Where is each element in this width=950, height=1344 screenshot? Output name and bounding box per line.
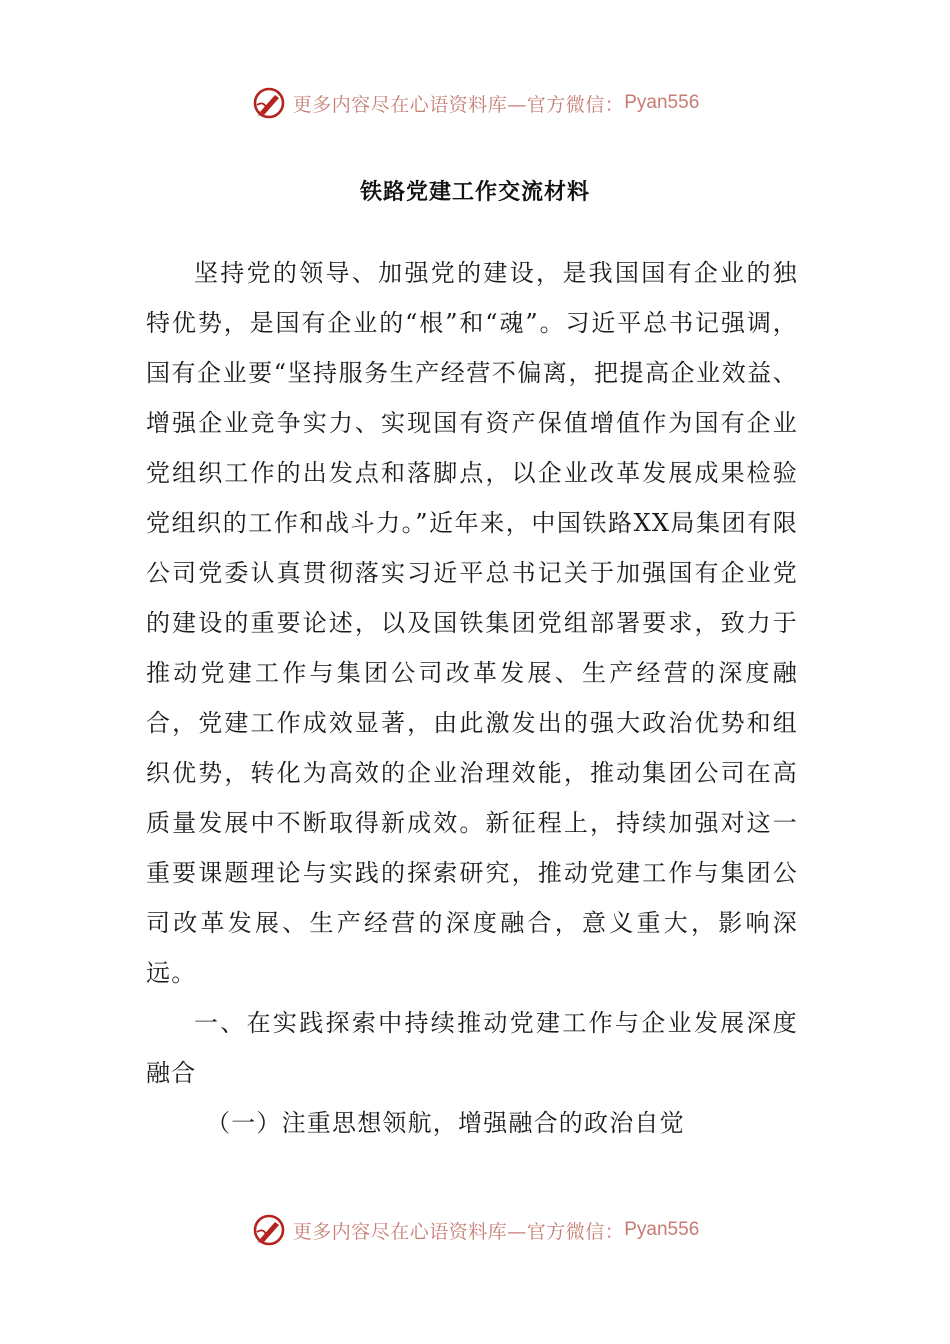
banner-wechat-id: Pyan556 bbox=[624, 1219, 700, 1240]
document-body bbox=[146, 248, 798, 1148]
document-title: 铁路党建工作交流材料 bbox=[359, 179, 590, 205]
subsection-heading: （一）注重思想领航，增强融合的政治自觉 bbox=[206, 1109, 685, 1137]
pen-circle-logo-icon bbox=[251, 85, 287, 121]
banner-text: 更多内容尽在心语资料库—官方微信： bbox=[292, 93, 625, 116]
header-watermark-banner bbox=[0, 78, 950, 128]
section-heading: 一、在实践探索中持续推动党建工作与企业发展深度融合 bbox=[146, 1009, 798, 1087]
banner-text: 更多内容尽在心语资料库—官方微信： bbox=[292, 1220, 625, 1243]
banner-wechat-id: Pyan556 bbox=[624, 92, 700, 113]
footer-watermark-banner bbox=[0, 1205, 950, 1255]
pen-circle-logo-icon bbox=[251, 1212, 287, 1248]
body-paragraph: 坚持党的领导、加强党的建设，是我国国有企业的独特优势，是国有企业的“根”和“魂”。习近平总书记强调，国有企业要“坚持服务生产经营不偏离，把提高企业效益、增强企业竞争实力、实现国有资产保值增值作为国有企业党组织工作的出发点和落脚点，以企业改革发展成果检验党组织的工作和战斗力。”近年来，中国铁路XX局集团有限公司党委认真贯彻落实习近平总书记关于加强国有企业党的建设的重要论述，以及国铁集团党组部署要求，致力于推动党建工作与集团公司改革发展、生产经营的深度融合，党建工作成效显著，由此激发出的强大政治优势和组织优势，转化为高效的企业治理效能，推动集团公司在高质量发展中不断取得新成效。新征程上，持续加强对这一重要课题理论与实践的探索研究，推动党建工作与集团公司改革发展、生产经营的深度融合，意义重大，影响深远。 bbox=[146, 259, 798, 987]
